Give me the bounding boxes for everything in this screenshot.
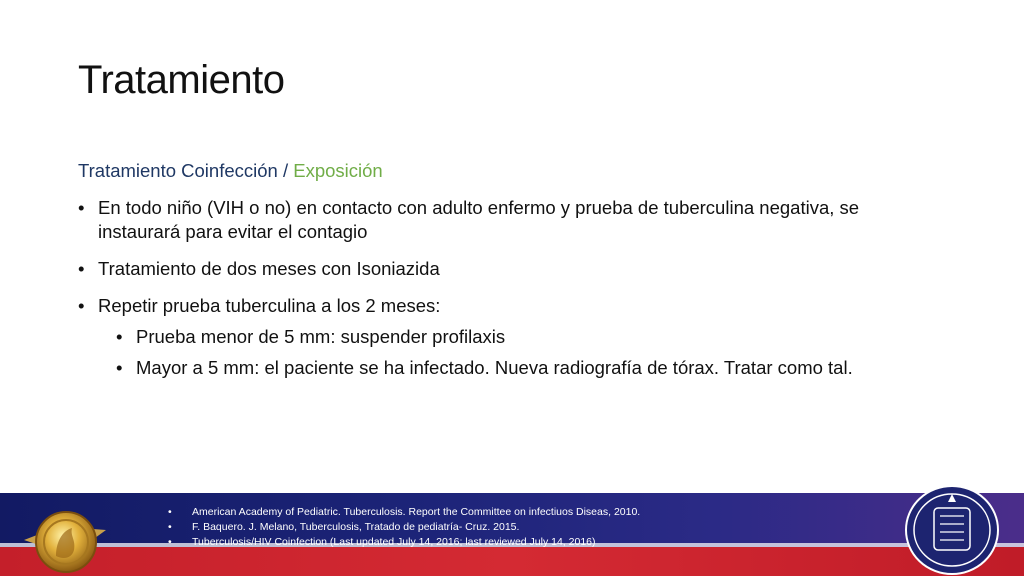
reference-list xyxy=(168,505,640,550)
gold-medal-icon xyxy=(20,500,110,576)
bullet-dot: • xyxy=(78,258,85,279)
bullet-text: Repetir prueba tuberculina a los 2 meses: xyxy=(98,295,441,316)
sub-bullet-text: Prueba menor de 5 mm: suspender profilaxis xyxy=(136,326,506,347)
bullet-dot: • xyxy=(116,357,123,378)
sub-bullet-item xyxy=(116,356,938,380)
reference-item xyxy=(168,535,640,550)
bullet-text: En todo niño (VIH o no) en contacto con adulto enfermo y prueba de tuberculina negativa, se instaurará para evitar el contagio xyxy=(98,197,860,242)
bullet-dot: • xyxy=(168,536,172,548)
banner-red-band xyxy=(0,547,1024,576)
bullet-text: Tratamiento de dos meses con Isoniazida xyxy=(98,258,440,279)
reference-text: F. Baquero. J. Melano, Tuberculosis, Tratado de pediatría- Cruz. 2015. xyxy=(192,521,520,533)
bullet-item xyxy=(78,294,938,318)
bullet-dot: • xyxy=(168,506,172,518)
footer-banner xyxy=(0,493,1024,576)
university-seal-icon xyxy=(904,484,1000,576)
subtitle-main: Tratamiento Coinfección / xyxy=(78,160,289,181)
bullet-item xyxy=(78,257,938,281)
bullet-dot: • xyxy=(78,295,85,316)
sub-bullet-text: Mayor a 5 mm: el paciente se ha infectado. Nueva radiografía de tórax. Tratar como tal. xyxy=(136,357,853,378)
bullet-dot: • xyxy=(78,197,85,218)
reference-item xyxy=(168,505,640,520)
reference-text: Tuberculosis/HIV Coinfection (Last updated July 14, 2016; last reviewed July 14, 2016) xyxy=(192,536,596,548)
bullet-dot: • xyxy=(168,521,172,533)
reference-item xyxy=(168,520,640,535)
slide-title: Tratamiento xyxy=(78,58,285,102)
subtitle-accent: Exposición xyxy=(293,160,383,181)
bullet-item xyxy=(78,196,938,244)
slide-subtitle xyxy=(78,160,383,182)
reference-text: American Academy of Pediatric. Tuberculosis. Report the Committee on infectiuos Diseas, 2010. xyxy=(192,506,641,518)
sub-bullet-item xyxy=(116,325,938,349)
bullet-list xyxy=(78,196,938,387)
bullet-dot: • xyxy=(116,326,123,347)
